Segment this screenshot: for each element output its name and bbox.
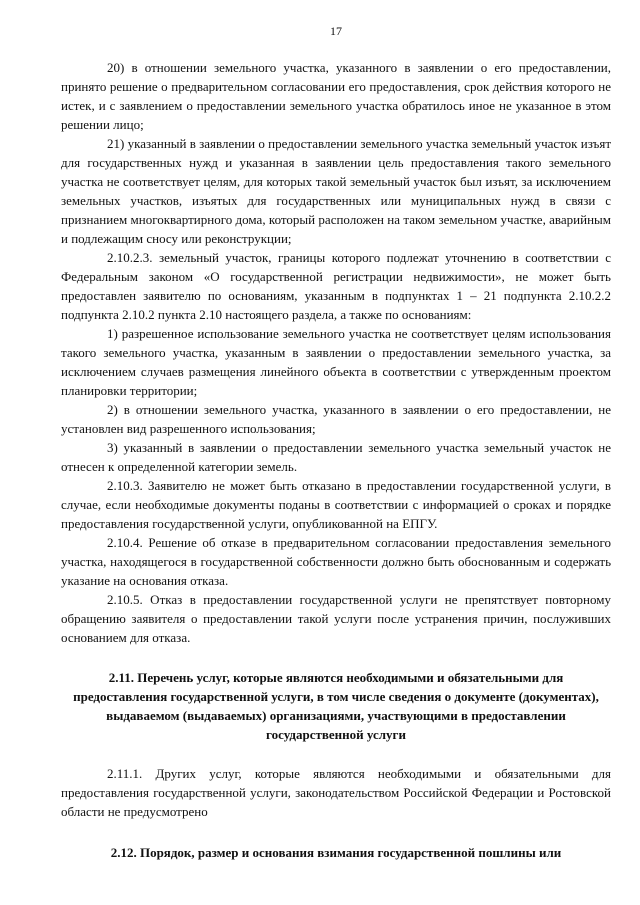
clause-2-10-4: 2.10.4. Решение об отказе в предварительном согласовании предоставления земельного участка, находящегося в государственной собственности должно быть обоснованным и содержать указание на основания отказа. bbox=[61, 535, 611, 588]
clause-2-11-1: 2.11.1. Других услуг, которые являются необходимыми и обязательными для предоставления государственной услуги, законодательством Российской Федерации и Ростовской области не предусмотрено bbox=[61, 766, 611, 819]
list-item-21: 21) указанный в заявлении о предоставлении земельного участка земельный участок изъят для государственных нужд и указанная в заявлении цель предоставления такого земельного участка не соответствует целям, для которых такой земельный участок был изъят, за исключением земельных участков, изъятых для государственных или муниципальных нужд в связи с признанием многоквартирного дома, который расположен на таком земельном участке, аварийным и подлежащим сносу или реконструкции; bbox=[61, 136, 611, 246]
clause-2-10-3: 2.10.3. Заявителю не может быть отказано в предоставлении государственной услуги, в случае, если необходимые документы поданы в соответствии с информацией о сроках и порядке предоставления государственной услуги, опубликованной на ЕПГУ. bbox=[61, 478, 611, 531]
page-number: 17 bbox=[330, 24, 342, 38]
page-content bbox=[61, 58, 611, 862]
ground-item-2: 2) в отношении земельного участка, указанного в заявлении о его предоставлении, не установлен вид разрешенного использования; bbox=[61, 402, 611, 436]
section-heading-2-11: 2.11. Перечень услуг, которые являются необходимыми и обязательными для предоставления государственной услуги, в том числе сведения о документе (документах), выдаваемом (выдаваемых) организациями, участвующими в предоставлении государственной услуги bbox=[73, 670, 599, 742]
list-item-20: 20) в отношении земельного участка, указанного в заявлении о его предоставлении, принято решение о предварительном согласовании его предоставления, срок действия которого не истек, и с заявлением о предоставлении земельного участка обратилось иное не указанное в этом решении лицо; bbox=[61, 60, 611, 132]
ground-item-3: 3) указанный в заявлении о предоставлении земельного участка земельный участок не отнесен к определенной категории земель. bbox=[61, 440, 611, 474]
ground-item-1: 1) разрешенное использование земельного участка не соответствует целям использования такого земельного участка, указанным в заявлении о предоставлении земельного участка, за исключением случаев размещения линейного объекта в соответствии с утвержденным проектом планировки территории; bbox=[61, 326, 611, 398]
clause-2-10-5: 2.10.5. Отказ в предоставлении государственной услуги не препятствует повторному обращению заявителя о предоставлении такой услуги после устранения причин, послуживших основанием для отказа. bbox=[61, 592, 611, 645]
section-heading-2-12: 2.12. Порядок, размер и основания взимания государственной пошлины или bbox=[110, 845, 562, 860]
subclause-2-10-2-3: 2.10.2.3. земельный участок, границы которого подлежат уточнению в соответствии с Федеральным законом «О государственной регистрации недвижимости», не может быть предоставлен заявителю по основаниям, указанным в подпунктах 1 – 21 подпункта 2.10.2.2 подпункта 2.10.2 пункта 2.10 настоящего раздела, а также по основаниям: bbox=[61, 250, 611, 322]
